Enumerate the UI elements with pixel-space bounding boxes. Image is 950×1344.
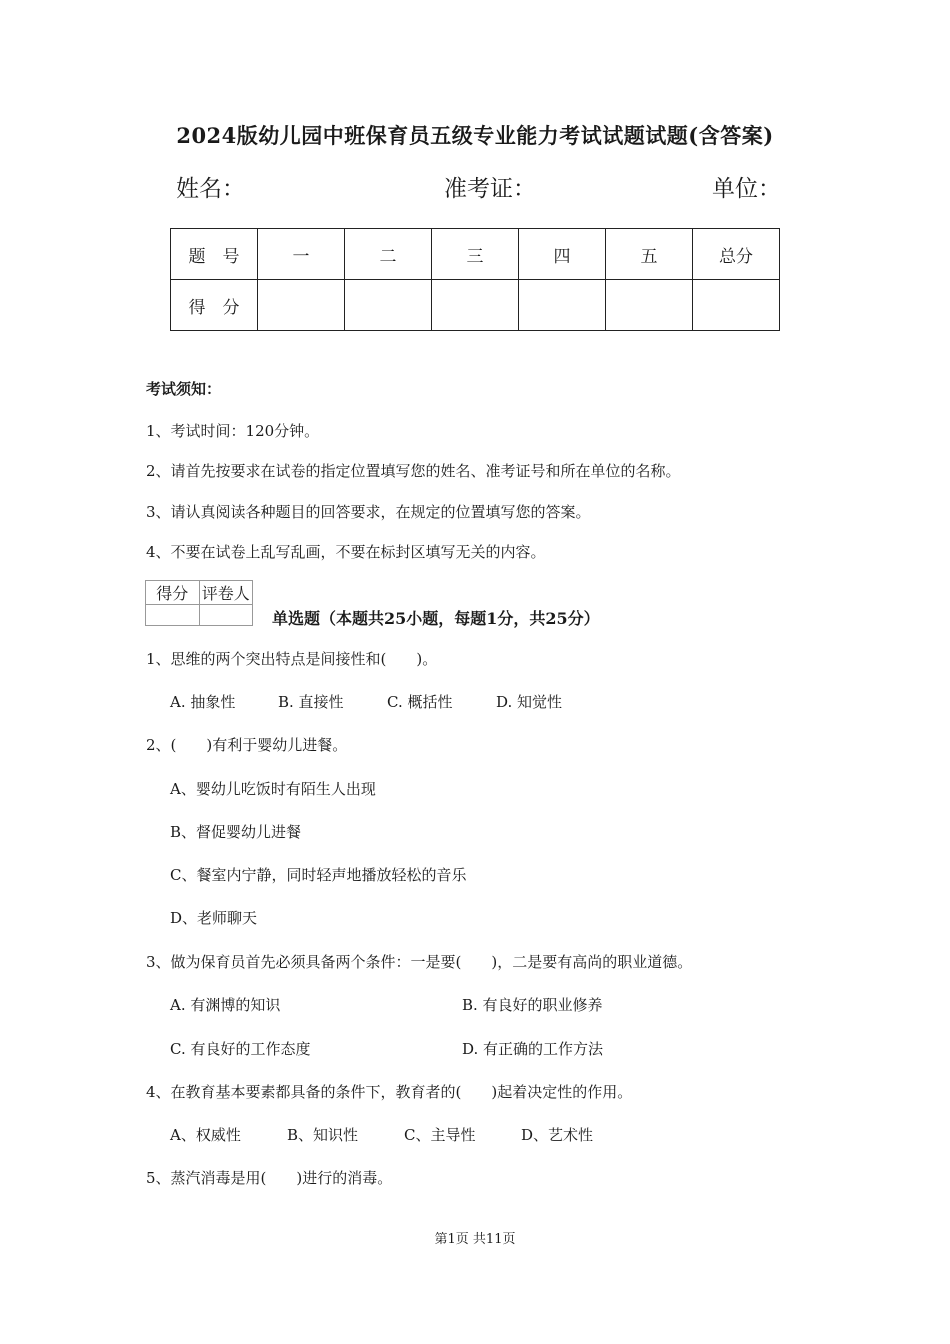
question-option: B、知识性 xyxy=(287,1126,359,1144)
score-row-label: 得 分 xyxy=(171,280,258,331)
question-option: D. 有正确的工作方法 xyxy=(462,1040,604,1058)
question-option: A. 抽象性 xyxy=(170,693,236,711)
score-table-header-cell: 题 号 xyxy=(171,229,258,280)
score-table-header-cell: 四 xyxy=(519,229,606,280)
section-title: 单选题（本题共25小题，每题1分，共25分） xyxy=(272,609,600,628)
question-option: C. 概括性 xyxy=(387,693,453,711)
grader-table-score-label: 得分 xyxy=(146,581,200,605)
notice-title: 考试须知： xyxy=(146,380,222,398)
question-option: B. 有良好的职业修养 xyxy=(462,996,603,1014)
notice-item: 2、请首先按要求在试卷的指定位置填写您的姓名、准考证号和所在单位的名称。 xyxy=(146,462,681,480)
question-stem: 2、( )有利于婴幼儿进餐。 xyxy=(146,736,348,754)
grader-name-cell[interactable] xyxy=(199,605,253,626)
grader-score-cell[interactable] xyxy=(146,605,200,626)
question-option: D、老师聊天 xyxy=(170,909,258,927)
question-option: B、督促婴幼儿进餐 xyxy=(170,823,302,841)
score-table-header-cell: 一 xyxy=(258,229,345,280)
question-option: A、婴幼儿吃饭时有陌生人出现 xyxy=(170,780,376,798)
question-option: D、艺术性 xyxy=(521,1126,594,1144)
score-table-header-row xyxy=(171,229,780,280)
question-stem: 5、蒸汽消毒是用( )进行的消毒。 xyxy=(146,1169,393,1187)
score-cell[interactable] xyxy=(519,280,606,331)
page-footer: 第1页 共11页 xyxy=(434,1232,516,1247)
notice-item: 4、不要在试卷上乱写乱画，不要在标封区填写无关的内容。 xyxy=(146,543,546,561)
score-table-header-cell: 总分 xyxy=(693,229,780,280)
score-cell[interactable] xyxy=(606,280,693,331)
question-option: B. 直接性 xyxy=(278,693,344,711)
grader-table xyxy=(145,580,253,626)
score-table-header-cell: 二 xyxy=(345,229,432,280)
score-table-header-cell: 三 xyxy=(432,229,519,280)
exam-id-label: 准考证： xyxy=(444,176,536,202)
question-option: C、主导性 xyxy=(404,1126,476,1144)
unit-label: 单位： xyxy=(712,176,781,202)
question-stem: 3、做为保育员首先必须具备两个条件：一是要( )，二是要有高尚的职业道德。 xyxy=(146,953,693,971)
question-option: C. 有良好的工作态度 xyxy=(170,1040,311,1058)
question-option: D. 知觉性 xyxy=(496,693,563,711)
question-option: A. 有渊博的知识 xyxy=(170,996,281,1014)
question-stem: 1、思维的两个突出特点是间接性和( )。 xyxy=(146,650,438,668)
score-cell[interactable] xyxy=(258,280,345,331)
score-table-score-row xyxy=(171,280,780,331)
score-table-header-cell: 五 xyxy=(606,229,693,280)
name-label: 姓名： xyxy=(176,176,245,202)
score-cell[interactable] xyxy=(432,280,519,331)
question-option: C、餐室内宁静，同时轻声地播放轻松的音乐 xyxy=(170,866,467,884)
notice-item: 1、考试时间：120分钟。 xyxy=(146,422,320,440)
notice-item: 3、请认真阅读各种题目的回答要求，在规定的位置填写您的答案。 xyxy=(146,503,591,521)
page-title: 2024版幼儿园中班保育员五级专业能力考试试题试题(含答案) xyxy=(176,123,774,148)
grader-table-grader-label: 评卷人 xyxy=(199,581,253,605)
score-table xyxy=(170,228,780,331)
question-stem: 4、在教育基本要素都具备的条件下，教育者的( )起着决定性的作用。 xyxy=(146,1083,633,1101)
question-option: A、权威性 xyxy=(170,1126,241,1144)
score-cell[interactable] xyxy=(345,280,432,331)
score-cell[interactable] xyxy=(693,280,780,331)
